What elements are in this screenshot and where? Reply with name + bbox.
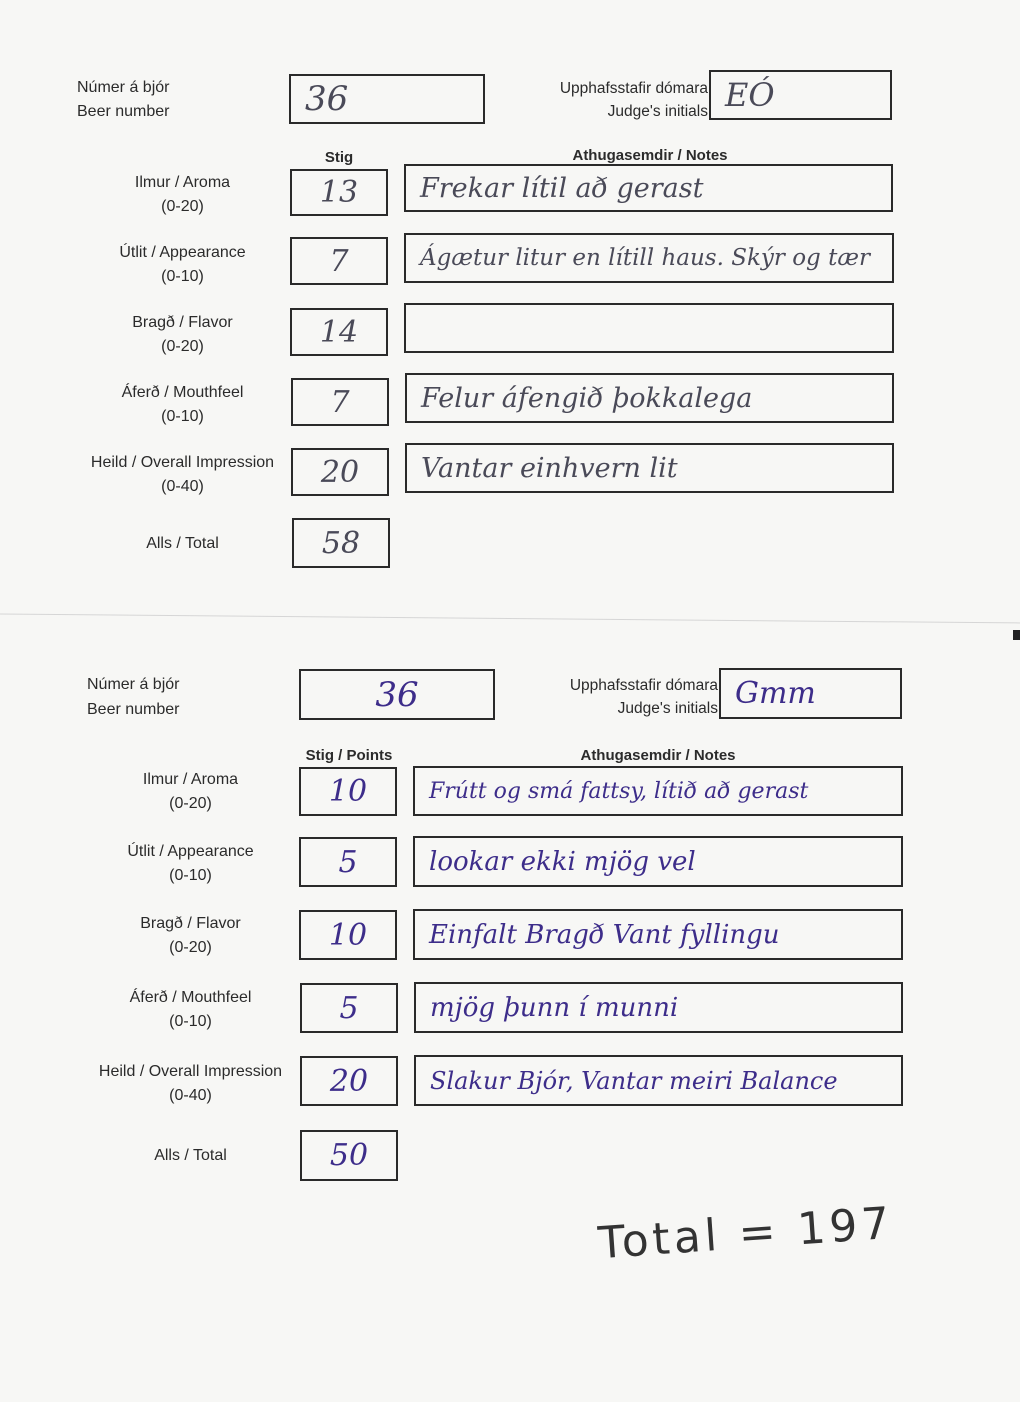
flavor-notes-field[interactable] [413, 909, 903, 960]
flavor-score-field[interactable] [299, 910, 397, 960]
row-appearance-label [88, 840, 293, 888]
aroma-score-field[interactable] [290, 169, 388, 216]
row-range: (0-10) [169, 1013, 212, 1030]
appearance-score-field[interactable] [299, 837, 397, 887]
overall-score-field[interactable] [300, 1056, 398, 1106]
points-column-header: Stig / Points [305, 747, 393, 764]
row-range: (0-40) [161, 478, 204, 495]
note-value: lookar ekki mjög vel [429, 846, 696, 877]
judge-initials-value: EÓ [725, 76, 775, 114]
judge-initials-label [530, 674, 718, 720]
note-value: Frekar lítil að gerast [420, 172, 704, 204]
row-label: Áferð / Mouthfeel [129, 989, 252, 1006]
judge-initials-label-is: Upphafsstafir dómara [569, 677, 718, 694]
judge-initials-label-en: Judge's initials [617, 700, 718, 717]
beer-number-label [87, 672, 180, 722]
row-label: Ilmur / Aroma [134, 174, 231, 191]
row-range: (0-10) [169, 867, 212, 884]
aroma-notes-field[interactable] [413, 766, 903, 816]
mouthfeel-notes-field[interactable] [405, 373, 894, 423]
notes-column-header: Athugasemdir / Notes [572, 147, 728, 164]
judge-initials-field[interactable] [709, 70, 892, 120]
score-value: 7 [330, 384, 350, 420]
points-column-header: Stig [324, 149, 354, 166]
score-value: 20 [320, 454, 360, 490]
row-aroma-label [88, 768, 293, 816]
beer-number-label [77, 76, 170, 124]
row-mouthfeel-label [88, 986, 293, 1034]
row-mouthfeel-label [80, 381, 285, 429]
score-value: 10 [328, 917, 368, 953]
grand-total-note: Total = 197 [596, 1197, 896, 1270]
aroma-notes-field[interactable] [404, 164, 893, 212]
row-range: (0-10) [161, 408, 204, 425]
total-score-field[interactable] [292, 518, 390, 568]
mouthfeel-score-field[interactable] [291, 378, 389, 426]
beer-number-label-en: Beer number [87, 701, 180, 718]
total-value: 50 [329, 1138, 369, 1173]
mouthfeel-notes-field[interactable] [414, 982, 903, 1033]
appearance-score-field[interactable] [290, 237, 388, 285]
judge-initials-label-is: Upphafsstafir dómara [559, 80, 708, 97]
row-flavor-label [88, 912, 293, 960]
score-value: 5 [338, 844, 358, 880]
mouthfeel-score-field[interactable] [300, 983, 398, 1033]
flavor-notes-field[interactable] [404, 303, 894, 353]
beer-number-label-is: Númer á bjór [77, 79, 170, 96]
row-range: (0-20) [169, 795, 212, 812]
score-value: 7 [329, 243, 349, 279]
beer-number-value: 36 [375, 674, 419, 715]
row-label: Ilmur / Aroma [142, 771, 239, 788]
row-aroma-label [80, 171, 285, 219]
row-range: (0-20) [161, 198, 204, 215]
total-score-field[interactable] [300, 1130, 398, 1181]
row-range: (0-10) [161, 268, 204, 285]
note-value: Slakur Bjór, Vantar meiri Balance [430, 1066, 838, 1095]
row-label: Útlit / Appearance [119, 244, 246, 261]
judge-initials-field[interactable] [719, 668, 902, 719]
total-value: 58 [321, 525, 361, 561]
row-range: (0-40) [169, 1087, 212, 1104]
row-label: Bragð / Flavor [140, 915, 241, 932]
beer-number-label-is: Númer á bjór [87, 676, 180, 693]
row-range: (0-20) [169, 939, 212, 956]
beer-number-label-en: Beer number [77, 103, 170, 120]
row-appearance-label [80, 241, 285, 289]
flavor-score-field[interactable] [290, 308, 388, 356]
judge-initials-value: Gmm [735, 676, 816, 711]
note-value: Ágætur litur en lítill haus. Skýr og tær [420, 245, 870, 271]
judge-initials-label [520, 77, 708, 123]
row-overall-label [88, 1060, 293, 1108]
overall-notes-field[interactable] [405, 443, 894, 493]
score-value: 13 [319, 175, 359, 210]
beer-number-field[interactable] [299, 669, 495, 720]
score-value: 14 [319, 314, 359, 350]
row-label: Útlit / Appearance [127, 843, 254, 860]
row-flavor-label [80, 311, 285, 359]
beer-number-value: 36 [305, 79, 349, 119]
row-label: Áferð / Mouthfeel [121, 384, 244, 401]
note-value: Einfalt Bragð Vant fyllingu [429, 919, 780, 950]
note-value: Felur áfengið þokkalega [421, 382, 753, 414]
score-value: 10 [328, 774, 368, 809]
row-overall-label [80, 451, 285, 499]
judge-initials-label-en: Judge's initials [607, 103, 708, 120]
scoresheet-top [0, 0, 1020, 620]
note-value: Frútt og smá fattsy, lítið að gerast [429, 778, 809, 804]
score-value: 20 [329, 1063, 369, 1099]
appearance-notes-field[interactable] [413, 836, 903, 887]
overall-notes-field[interactable] [414, 1055, 903, 1106]
total-label: Alls / Total [146, 535, 219, 552]
row-label: Heild / Overall Impression [90, 454, 275, 471]
aroma-score-field[interactable] [299, 767, 397, 816]
total-label: Alls / Total [154, 1147, 227, 1164]
notes-column-header: Athugasemdir / Notes [580, 747, 736, 764]
appearance-notes-field[interactable] [404, 233, 894, 283]
row-range: (0-20) [161, 338, 204, 355]
row-label: Bragð / Flavor [132, 314, 233, 331]
edge-mark [1013, 630, 1020, 640]
note-value: Vantar einhvern lit [421, 452, 678, 484]
beer-number-field[interactable] [289, 74, 485, 124]
note-value: mjög þunn í munni [430, 992, 679, 1023]
score-value: 5 [339, 990, 359, 1026]
overall-score-field[interactable] [291, 448, 389, 496]
row-label: Heild / Overall Impression [98, 1063, 283, 1080]
